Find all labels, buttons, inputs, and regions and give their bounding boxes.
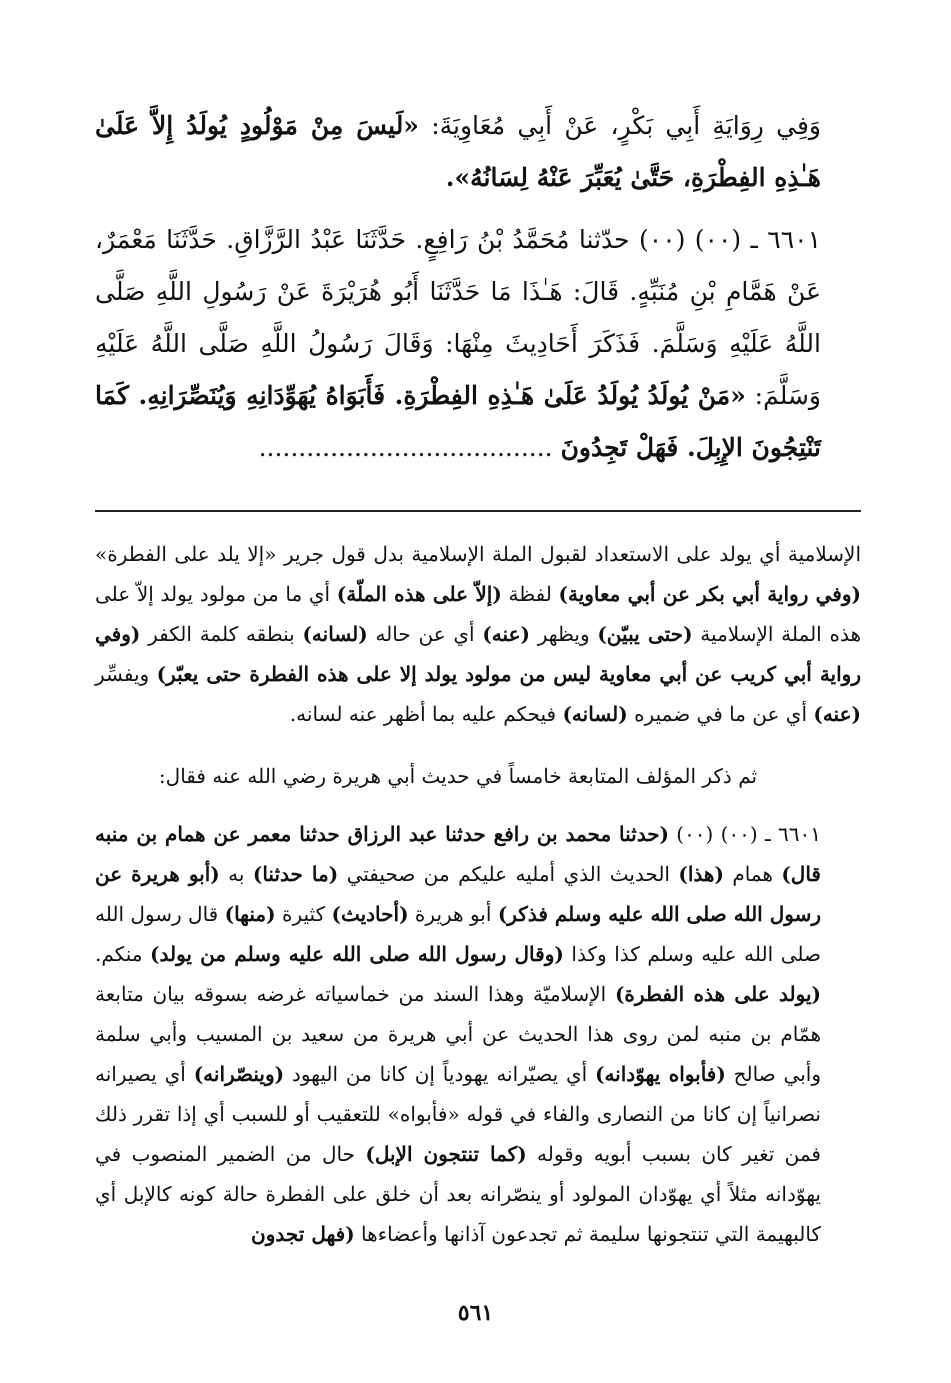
c1-bold-j: (لسانه) bbox=[302, 622, 368, 646]
c1-bold-d: (إلاّ على هذه الملّة) bbox=[336, 582, 502, 606]
c2-bold-p: (يولد على هذه الفطرة) bbox=[614, 982, 821, 1006]
c1-bold-n: (عنه) bbox=[813, 702, 861, 726]
c2-text-q: الإسلاميّة وهذا السند من خماسياته غرضه بسوقه بيان متابعة همّام بن منبه لمن روى هذا الحديث عن أبي هريرة من سعيد بن المسيب وأبي سلمة وأبي صالح bbox=[95, 982, 821, 1086]
hadith-2-text: ٦٦٠١ ـ (٠٠) (٠٠) حدّثنا مُحَمَّدُ بْنُ رَافِعٍ. حَدَّثَنَا عَبْدُ الرَّزَّاقِ. حَدَّثَنَا مَعْمَرٌ، عَنْ هَمَّامِ بْنِ مُنَبِّهٍ. قَالَ: هَـٰذَا مَا حَدَّثَنَا أَبُو هُرَيْرَةَ عَنْ رَسُولِ اللَّهِ صَلَّى اللَّهُ عَلَيْهِ وَسَلَّمَ. فَذَكَرَ أَحَادِيثَ مِنْهَا: وَقَالَ رَسُولُ اللَّهِ صَلَّى اللَّهُ عَلَيْهِ وَسَلَّمَ: bbox=[95, 225, 821, 410]
c1-bold-l: (وفي رواية أبي كريب عن أبي معاوية ليس من مولود يولد إلا على هذه الفطرة حتى يعبّر) bbox=[95, 622, 861, 686]
c1-text-e: أي ما من مولود يولد إلاّ على هذه الملة الإسلامية bbox=[95, 582, 861, 646]
c1-bold-b: (وفي رواية أبي بكر عن أبي معاوية) bbox=[558, 582, 861, 606]
c2-text-o: منكم. bbox=[95, 942, 151, 966]
c2-text-m: قال رسول الله صلى الله عليه وسلم كذا وكذا bbox=[95, 902, 821, 966]
author-note-line: ثم ذكر المؤلف المتابعة خامساً في حديث أبي هريرة رضي الله عنه فقال: bbox=[158, 764, 758, 788]
commentary-paragraph-2 bbox=[95, 814, 861, 1254]
hadith-1-bold-text: «لَيسَ مِنْ مَوْلُودٍ يُولَدُ إِلاَّ عَلَىٰ هَـٰذِهِ الفِطْرَةِ، حَتَّىٰ يُعَبِّرَ عَنْهُ لِسَانُهُ». bbox=[95, 111, 821, 192]
c2-bold-f: (ما حدثنا) bbox=[252, 862, 339, 886]
separator-rule bbox=[95, 510, 861, 512]
c2-bold-v: (كما تنتجون الإبل) bbox=[365, 1142, 527, 1166]
c1-text-a: الإسلامية أي يولد على الاستعداد لقبول الملة الإسلامية بدل قول جرير «إلا يلد على الفطرة» bbox=[95, 542, 861, 566]
c1-text-o: أي عن ما في ضميره bbox=[627, 702, 814, 726]
c2-bold-j: (أحاديث) bbox=[331, 902, 409, 926]
c2-text-a: ٦٦٠١ ـ (٠٠) (٠٠) bbox=[669, 822, 821, 846]
c2-text-g: به bbox=[219, 862, 253, 886]
c2-bold-l: (منها) bbox=[224, 902, 276, 926]
c2-text-k: كثيرة bbox=[275, 902, 332, 926]
c1-text-q: فيحكم عليه بما أظهر عنه لسانه. bbox=[289, 702, 563, 726]
c2-bold-n: (وقال رسول الله صلى الله عليه وسلم من يولد) bbox=[150, 942, 564, 966]
commentary-paragraph-1 bbox=[95, 534, 861, 734]
continuation-dots: ..................................... bbox=[258, 433, 553, 462]
page-number: ٥٦١ bbox=[457, 1300, 494, 1326]
c1-bold-p: (لسانه) bbox=[562, 702, 628, 726]
c1-text-i: أي عن حاله bbox=[367, 622, 483, 646]
c2-bold-d: (هذا) bbox=[678, 862, 724, 886]
c1-bold-h: (عنه) bbox=[482, 622, 530, 646]
c1-text-c: لفظة bbox=[501, 582, 559, 606]
c1-text-k: بنطقه كلمة الكفر bbox=[140, 622, 303, 646]
c2-text-c: همام bbox=[723, 862, 782, 886]
hadith-paragraph-1 bbox=[95, 100, 861, 204]
c2-bold-h: (أبو هريرة عن رسول الله صلى الله عليه وسلم فذكر) bbox=[95, 862, 822, 926]
c2-text-u: أي يصيرانه نصرانياً إن كانا من النصارى والفاء في قوله «فأبواه» للتعقيب أو للسبب أي إذا تقرر ذلك فمن تغير كان بسبب أبويه وقوله bbox=[95, 1062, 821, 1166]
c2-bold-t: (وينصّرانه) bbox=[193, 1062, 285, 1086]
hadith-paragraph-2 bbox=[95, 214, 861, 474]
c2-bold-b: (حدثنا محمد بن رافع حدثنا عبد الرزاق حدثنا معمر عن همام بن منبه قال) bbox=[95, 822, 821, 886]
c2-text-w: حال من الضمير المنصوب في يهوّدانه مثلاً أي يهوّدان المولود أو ينصّرانه بعد أن خلق على الفطرة حالة كونه كالإبل أي كالبهيمة التي تنتجونها سليمة ثم تجدعون آذانها وأعضاءها bbox=[95, 1142, 822, 1246]
hadith-1-text: وَفِي رِوَايَةِ أَبِي بَكْرٍ، عَنْ أَبِي مُعَاوِيَةَ: bbox=[418, 111, 821, 140]
c2-bold-r: (فأبواه يهوّدانه) bbox=[595, 1062, 726, 1086]
c1-bold-f: (حتى يبيّن) bbox=[597, 622, 693, 646]
c1-text-g: ويظهر bbox=[529, 622, 598, 646]
c1-text-m: ويفسِّر bbox=[95, 662, 157, 686]
c2-text-s: أي يصيّرانه يهودياً إن كانا من اليهود bbox=[284, 1062, 595, 1086]
c2-bold-x: (فهل تجدون bbox=[251, 1222, 355, 1246]
c2-text-e: الحديث الذي أمليه عليكم من صحيفتي bbox=[338, 862, 679, 886]
c2-text-i: أبو هريرة bbox=[408, 902, 498, 926]
hadith-2-bold-text: «مَنْ يُولَدُ يُولَدُ عَلَىٰ هَـٰذِهِ الفِطْرَةِ. فَأَبَوَاهُ يُهَوِّدَانِهِ وَيُنَصِّرَانِهِ. كَمَا تَنْتِجُونَ الإِبِلَ. فَهَلْ تَجِدُونَ bbox=[95, 381, 821, 462]
